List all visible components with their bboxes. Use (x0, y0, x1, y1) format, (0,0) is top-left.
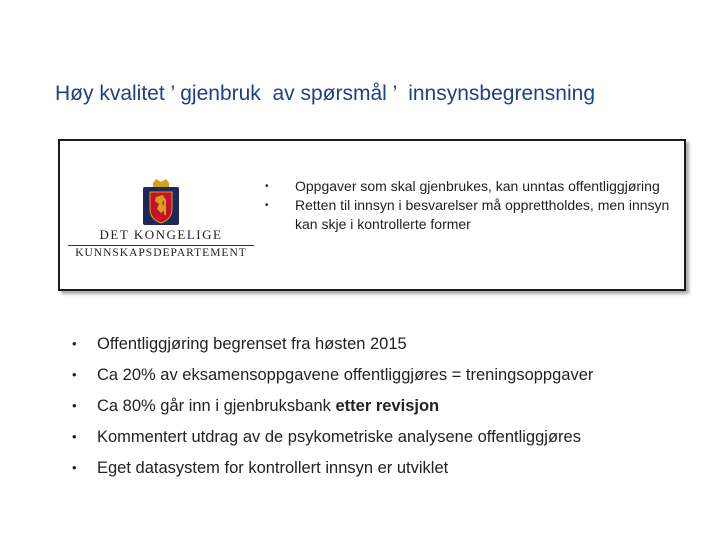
list-item (265, 196, 685, 234)
list-item (72, 363, 692, 394)
bullet-icon: • (72, 460, 77, 475)
box-item-text: Oppgaver som skal gjenbrukes, kan unntas offentliggjøring (295, 178, 660, 194)
royal-crest-icon (141, 179, 181, 227)
list-item (72, 332, 692, 363)
list-item (72, 456, 692, 487)
logo-text-line1: DET KONGELIGE (68, 227, 254, 246)
list-item (72, 394, 692, 425)
bullet-text: Ca 80% går inn i gjenbruksbank (97, 397, 336, 415)
bullet-icon: • (265, 200, 269, 211)
bullet-text: Ca 20% av eksamensoppgavene offentliggjøres = treningsoppgaver (97, 366, 594, 384)
list-item (72, 425, 692, 456)
bullet-text: Offentliggjøring begrenset fra høsten 2015 (97, 335, 407, 353)
main-bullet-list (72, 332, 692, 487)
bullet-icon: • (72, 429, 77, 444)
bullet-bold-text: etter revisjon (335, 397, 440, 415)
logo-text-line2: KUNNSKAPSDEPARTEMENT (75, 247, 247, 259)
bullet-icon: • (72, 336, 77, 351)
ministry-logo (68, 179, 254, 265)
box-item-text: Retten til innsyn i besvarelser må opprettholdes, men innsyn kan skje i kontrollerte former (295, 197, 670, 232)
slide-title: Høy kvalitet ’ gjenbruk av spørsmål ’ innsynsbegrensning (55, 82, 596, 105)
list-item (265, 177, 685, 196)
bullet-icon: • (72, 367, 77, 382)
bullet-icon: • (72, 398, 77, 413)
bullet-icon: • (265, 181, 269, 192)
bullet-text: Kommentert utdrag av de psykometriske analysene offentliggjøres (97, 428, 581, 446)
bullet-text: Eget datasystem for kontrollert innsyn er utviklet (97, 459, 449, 477)
box-bullet-list (265, 177, 685, 234)
info-box (58, 139, 686, 291)
